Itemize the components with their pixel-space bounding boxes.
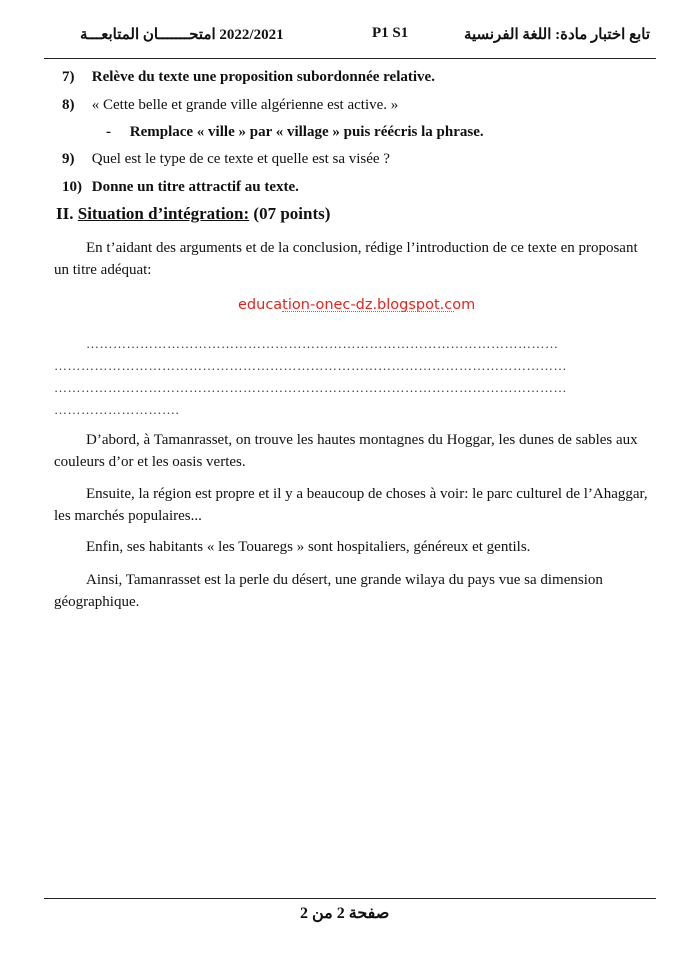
bullet-dash: - xyxy=(106,124,111,140)
question-7 xyxy=(62,69,435,86)
footer-divider xyxy=(44,898,656,899)
question-number: 10) xyxy=(62,179,82,195)
answer-line: …………………………………………………………………………………………………… xyxy=(54,358,567,373)
watermark-underline xyxy=(282,311,454,312)
paragraph-1: D’abord, à Tamanrasset, on trouve les hautes montagnes du Hoggar, les dunes de sables aux couleurs d’or et les oasis vertes. xyxy=(54,432,638,470)
question-number: 8) xyxy=(62,97,75,113)
question-9 xyxy=(62,151,390,168)
page-header xyxy=(44,18,656,59)
paragraph-3: Enfin, ses habitants « les Touaregs » sont hospitaliers, généreux et gentils. xyxy=(86,539,531,555)
section-heading xyxy=(56,204,330,224)
period-label: P1 S1 xyxy=(372,25,409,41)
subject-label: تابع اختبار مادة: اللغة الفرنسية xyxy=(463,27,650,43)
question-number: 9) xyxy=(62,151,75,167)
question-8 xyxy=(62,97,398,114)
section-points: (07 points) xyxy=(253,204,331,223)
question-10 xyxy=(62,179,299,196)
page-number: صفحة 2 من 2 xyxy=(300,905,390,922)
watermark-url: education-onec-dz.blogspot.com xyxy=(238,297,476,313)
question-text: Quel est le type de ce texte et quelle est sa visée ? xyxy=(91,151,390,167)
answer-line: ………………………. xyxy=(54,402,180,417)
question-text: Donne un titre attractif au texte. xyxy=(91,179,299,195)
question-number: 7) xyxy=(62,69,75,85)
paragraph-2: Ensuite, la région est propre et il y a beaucoup de choses à voir: le parc culturel de l’Ahaggar, les marchés populaires... xyxy=(54,486,648,524)
instruction-text: En t’aidant des arguments et de la conclusion, rédige l’introduction de ce texte en proposant un titre adéquat: xyxy=(54,240,638,278)
question-text: « Cette belle et grande ville algérienne est active. » xyxy=(91,97,399,113)
answer-line: …………………………………………………………………………………………… xyxy=(86,336,559,351)
question-text: Relève du texte une proposition subordonnée relative. xyxy=(91,69,435,85)
question-8-subtask xyxy=(106,124,484,141)
paragraph-4: Ainsi, Tamanrasset est la perle du désert, une grande wilaya du pays vue sa dimension géographique. xyxy=(54,572,603,610)
exam-title: 2022/2021 امتحـــــــان المتابعـــة xyxy=(80,27,284,43)
answer-line: …………………………………………………………………………………………………… xyxy=(54,380,567,395)
section-number: II. xyxy=(56,204,74,223)
section-title: Situation d’intégration: xyxy=(77,204,250,223)
subtask-text: Remplace « ville » par « village » puis réécris la phrase. xyxy=(129,124,484,140)
